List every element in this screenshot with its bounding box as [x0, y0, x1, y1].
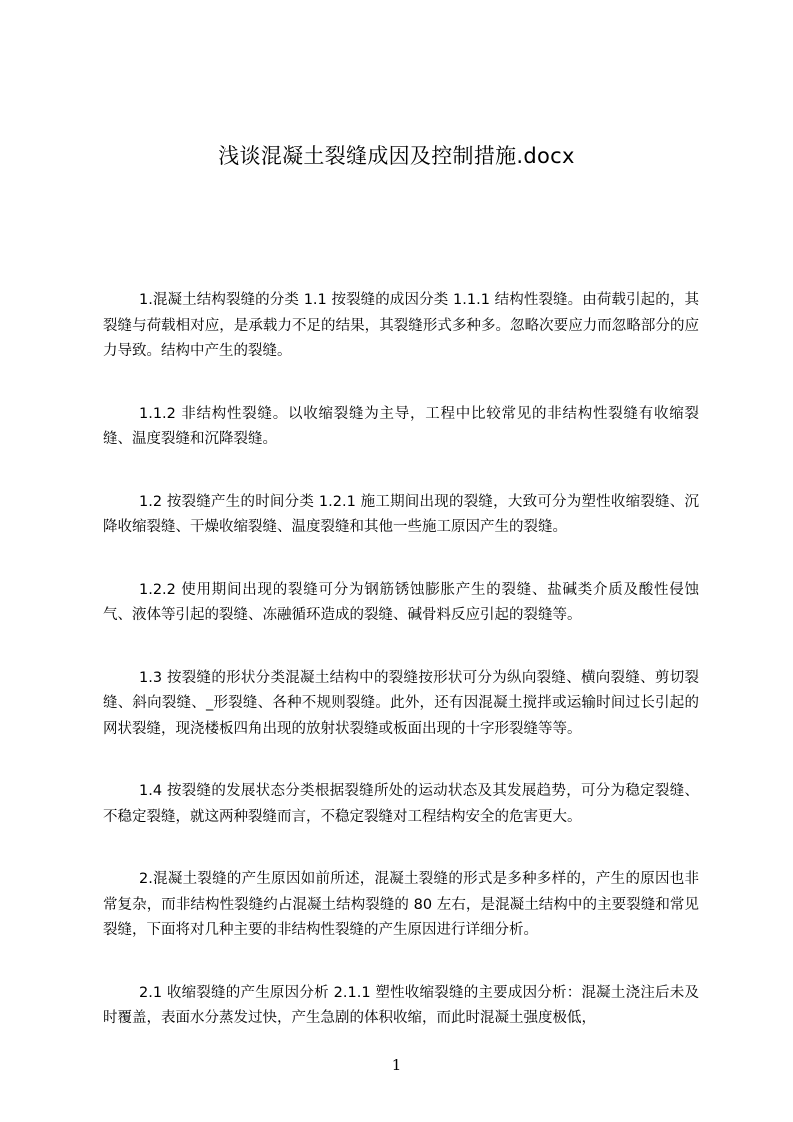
paragraph: 2.混凝土裂缝的产生原因如前所述，混凝土裂缝的形式是多种多样的，产生的原因也非常复杂，而非结构性裂缝约占混凝土结构裂缝的 80 左右，是混凝土结构中的主要裂缝和常见裂缝，下面将对几种主要的非结构性裂缝的产生原因进行详细分析。	[103, 871, 699, 938]
paragraph: 1.2.2 使用期间出现的裂缝可分为钢筋锈蚀膨胀产生的裂缝、盐碱类介质及酸性侵蚀气、液体等引起的裂缝、冻融循环造成的裂缝、碱骨料反应引起的裂缝等。	[103, 581, 699, 623]
paragraph: 1.4 按裂缝的发展状态分类根据裂缝所处的运动状态及其发展趋势，可分为稳定裂缝、不稳定裂缝，就这两种裂缝而言，不稳定裂缝对工程结构安全的危害更大。	[103, 783, 699, 825]
document-title: 浅谈混凝土裂缝成因及控制措施.docx	[218, 144, 575, 168]
page-number: 1	[391, 1056, 402, 1074]
paragraph: 1.1.2 非结构性裂缝。以收缩裂缝为主导，工程中比较常见的非结构性裂缝有收缩裂缝、温度裂缝和沉降裂缝。	[103, 405, 699, 447]
document-body	[103, 288, 699, 1069]
paragraph: 1.2 按裂缝产生的时间分类 1.2.1 施工期间出现的裂缝，大致可分为塑性收缩裂缝、沉降收缩裂缝、干燥收缩裂缝、温度裂缝和其他一些施工原因产生的裂缝。	[103, 493, 699, 535]
paragraph: 1.3 按裂缝的形状分类混凝土结构中的裂缝按形状可分为纵向裂缝、横向裂缝、剪切裂缝、斜向裂缝、_形裂缝、各种不规则裂缝。此外，还有因混凝土搅拌或运输时间过长引起的网状裂缝，现浇楼板四角出现的放射状裂缝或板面出现的十字形裂缝等等。	[103, 669, 699, 737]
paragraph: 1.混凝土结构裂缝的分类 1.1 按裂缝的成因分类 1.1.1 结构性裂缝。由荷载引起的，其裂缝与荷载相对应，是承载力不足的结果，其裂缝形式多种多。忽略次要应力而忽略部分的应力导致。结构中产生的裂缝。	[103, 292, 699, 359]
paragraph: 2.1 收缩裂缝的产生原因分析 2.1.1 塑性收缩裂缝的主要成因分析：混凝土浇注后未及时覆盖，表面水分蒸发过快，产生急剧的体积收缩，而此时混凝土强度极低，	[103, 984, 699, 1026]
